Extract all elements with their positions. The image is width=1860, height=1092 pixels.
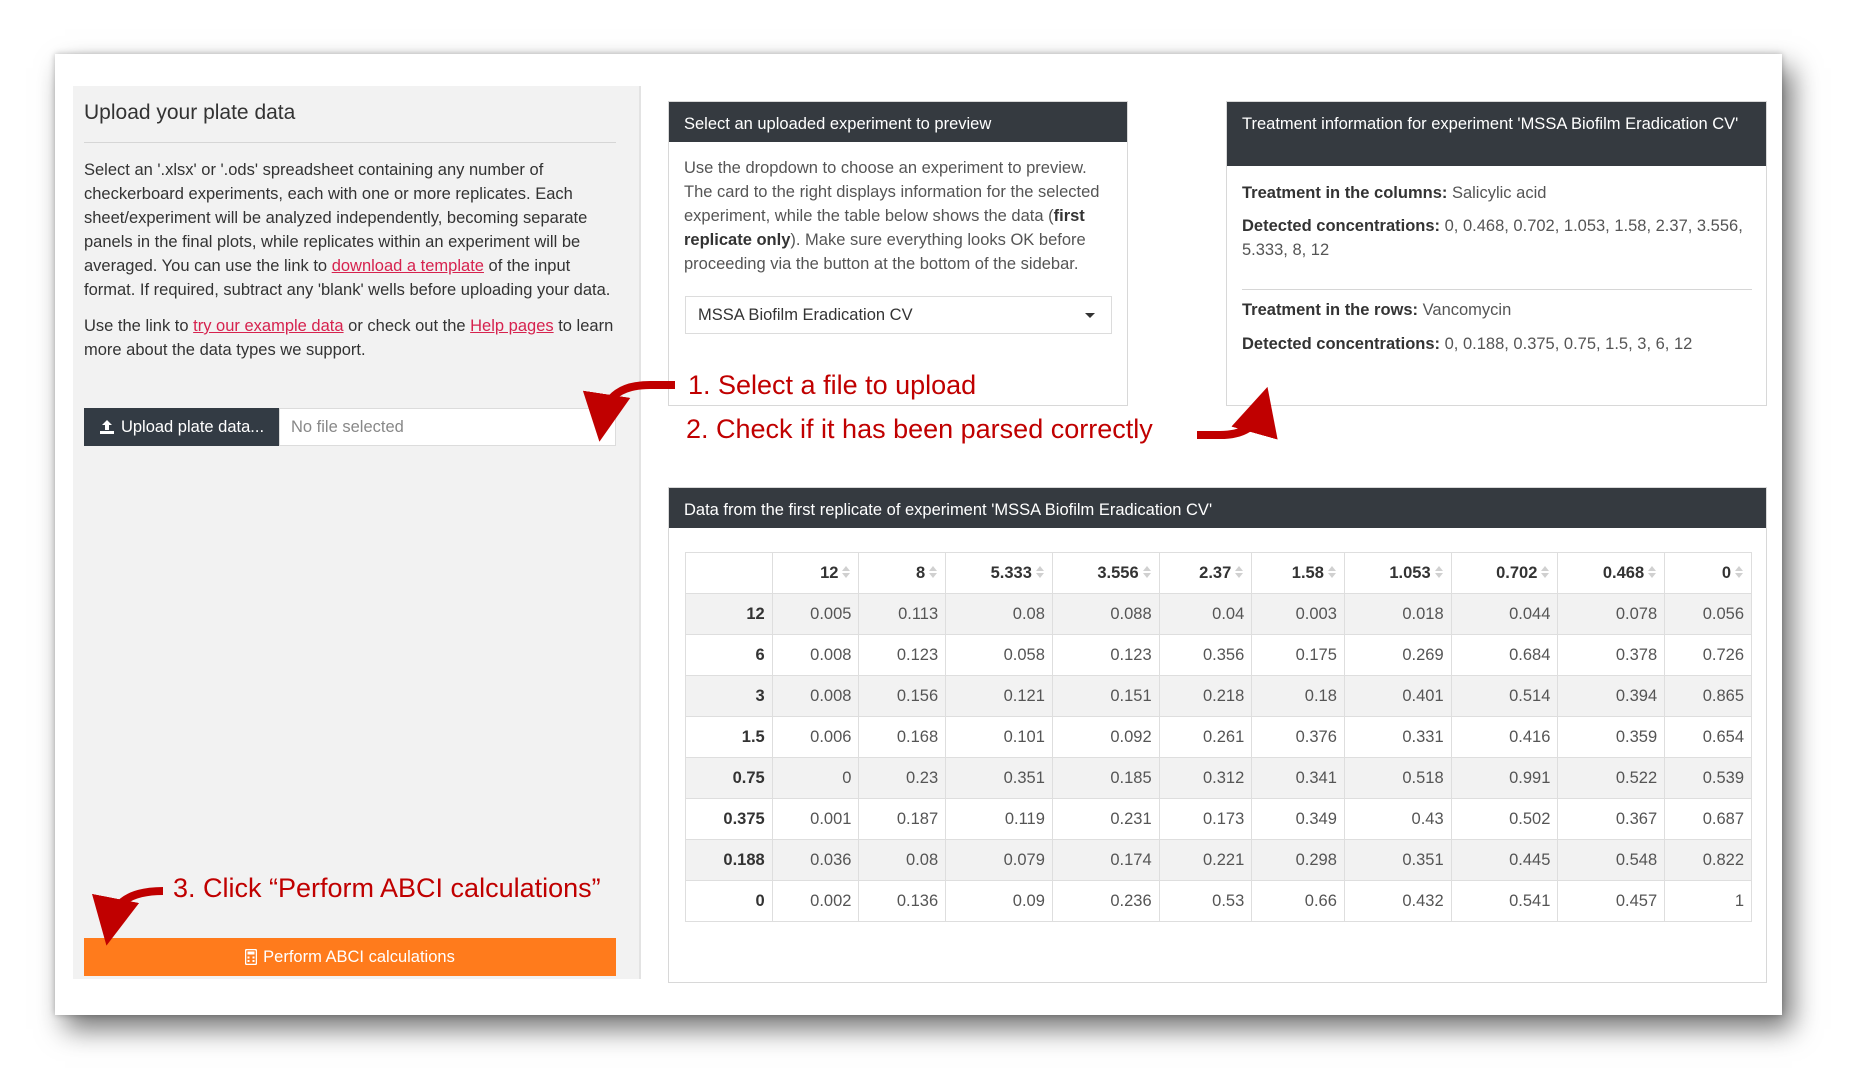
row-header: 3 [686,676,773,717]
table-cell: 0.008 [772,635,859,676]
table-cell: 0.359 [1558,717,1665,758]
table-cell: 0.018 [1344,594,1451,635]
help-text-1: Use the link to [84,317,194,335]
intro-text-2: of the input format. If required, subtract any 'blank' wells before uploading your data. [84,257,611,299]
table-cell: 0.006 [772,717,859,758]
table-cell: 0.003 [1252,594,1345,635]
column-header-label: 1.053 [1389,563,1431,582]
help-text-2: or check out the [343,317,471,335]
table-cell: 0.09 [946,881,1053,922]
table-cell: 0.654 [1665,717,1752,758]
column-header-label: 5.333 [990,563,1032,582]
table-cell: 0.401 [1344,676,1451,717]
table-cell: 0.356 [1159,635,1252,676]
column-treatment-value: Salicylic acid [1447,184,1547,202]
arrow-to-upload [603,385,675,418]
table-cell: 0.514 [1451,676,1558,717]
experiment-dropdown-value: MSSA Biofilm Eradication CV [698,305,913,324]
row-treatment-value: Vancomycin [1418,301,1512,319]
download-template-link[interactable]: download a template [331,257,484,275]
row-treatment-label: Treatment in the rows: [1242,301,1419,319]
help-text-3: to learn more about the data types we support. [84,317,614,359]
preview-text-2: ). Make sure everything looks OK before proceeding via the button at the bottom of the sidebar. [684,231,1086,273]
table-cell: 0.121 [946,676,1053,717]
table-cell: 0.684 [1451,635,1558,676]
table-cell: 0.175 [1252,635,1345,676]
table-cell: 0.236 [1052,881,1159,922]
table-cell: 0.174 [1052,840,1159,881]
table-cell: 0.005 [772,594,859,635]
table-cell: 0.298 [1252,840,1345,881]
table-cell: 0.539 [1665,758,1752,799]
column-conc-value: 0, 0.468, 0.702, 1.053, 1.58, 2.37, 3.556, 5.333, 8, 12 [1242,217,1743,259]
row-header: 0 [686,881,773,922]
table-cell: 0.123 [1052,635,1159,676]
table-cell: 0.08 [946,594,1053,635]
table-cell: 0.53 [1159,881,1252,922]
column-header-label: 0.702 [1496,563,1538,582]
table-cell: 0.036 [772,840,859,881]
step2-annotation: 2. Check if it has been parsed correctly [686,414,1153,444]
table-cell: 0.457 [1558,881,1665,922]
table-cell: 0.151 [1052,676,1159,717]
table-cell: 0.445 [1451,840,1558,881]
help-pages-link[interactable]: Help pages [470,317,554,335]
info-card-header: Treatment information for experiment 'MSSA Biofilm Eradication CV' [1227,102,1766,166]
table-cell: 0.218 [1159,676,1252,717]
table-cell: 0.18 [1252,676,1345,717]
table-cell: 0.522 [1558,758,1665,799]
preview-text-1: Use the dropdown to choose an experiment to preview. The card to the right displays information for the selected experiment, while the table below shows the data ( [684,159,1100,225]
table-cell: 0.312 [1159,758,1252,799]
column-header-label: 8 [915,563,926,582]
table-cell: 0.341 [1252,758,1345,799]
table-cell: 0.822 [1665,840,1752,881]
table-cell: 0.173 [1159,799,1252,840]
row-conc-value: 0, 0.188, 0.375, 0.75, 1.5, 3, 6, 12 [1440,335,1693,353]
table-cell: 0.865 [1665,676,1752,717]
table-cell: 0.502 [1451,799,1558,840]
table-cell: 0.331 [1344,717,1451,758]
arrow-to-info [1197,410,1261,435]
table-cell: 0 [772,758,859,799]
table-cell: 0.187 [859,799,946,840]
table-cell: 0.185 [1052,758,1159,799]
table-cell: 0.092 [1052,717,1159,758]
table-cell: 0.044 [1451,594,1558,635]
table-cell: 0.056 [1665,594,1752,635]
table-cell: 0.231 [1052,799,1159,840]
table-cell: 0.088 [1052,594,1159,635]
table-cell: 0.08 [859,840,946,881]
table-cell: 0.367 [1558,799,1665,840]
table-cell: 0.001 [772,799,859,840]
table-cell: 0.351 [946,758,1053,799]
example-data-link[interactable]: try our example data [193,317,344,335]
table-cell: 0.416 [1451,717,1558,758]
row-header: 6 [686,635,773,676]
table-cell: 0.058 [946,635,1053,676]
upload-button-label: Upload plate data... [120,417,265,436]
table-cell: 0.119 [946,799,1053,840]
column-header-label: 3.556 [1097,563,1139,582]
step3-annotation: 3. Click “Perform ABCI calculations” [173,873,601,903]
table-cell: 0.726 [1665,635,1752,676]
table-cell: 0.378 [1558,635,1665,676]
row-header: 1.5 [686,717,773,758]
table-card-header: Data from the first replicate of experiment 'MSSA Biofilm Eradication CV' [669,488,1766,528]
table-cell: 0.394 [1558,676,1665,717]
table-cell: 0.991 [1451,758,1558,799]
table-cell: 0.113 [859,594,946,635]
table-cell: 0.136 [859,881,946,922]
row-header: 0.188 [686,840,773,881]
annotation-arrows [55,54,1782,1015]
table-cell: 0.518 [1344,758,1451,799]
table-cell: 0.168 [859,717,946,758]
table-cell: 0.351 [1344,840,1451,881]
column-header-label: 12 [820,563,839,582]
table-cell: 0.23 [859,758,946,799]
preview-text-bold: first replicate only [684,207,1085,249]
sidebar-title: Upload your plate data [84,101,296,124]
row-conc-label: Detected concentrations: [1242,335,1441,353]
table-cell: 0.66 [1252,881,1345,922]
row-header: 12 [686,594,773,635]
column-header-label: 0 [1721,563,1731,582]
table-cell: 0.687 [1665,799,1752,840]
table-cell: 0.156 [859,676,946,717]
table-cell: 0.123 [859,635,946,676]
table-cell: 0.261 [1159,717,1252,758]
table-cell: 0.221 [1159,840,1252,881]
table-cell: 0.079 [946,840,1053,881]
step1-annotation: 1. Select a file to upload [688,370,977,400]
table-cell: 0.101 [946,717,1053,758]
column-header-label: 0.468 [1602,563,1645,582]
row-header: 0.75 [686,758,773,799]
file-name-field[interactable]: No file selected [279,408,616,446]
app-window [55,54,1782,1015]
table-cell: 0.04 [1159,594,1252,635]
arrow-to-run [111,891,163,922]
table-cell: 0.002 [772,881,859,922]
table-cell: 0.269 [1344,635,1451,676]
table-cell: 0.548 [1558,840,1665,881]
table-cell: 0.43 [1344,799,1451,840]
table-cell: 0.432 [1344,881,1451,922]
column-header-label: 2.37 [1199,563,1232,582]
column-conc-label: Detected concentrations: [1242,217,1441,235]
table-cell: 0.541 [1451,881,1558,922]
row-header: 0.375 [686,799,773,840]
table-cell: 1 [1665,881,1752,922]
intro-text-1: Select an '.xlsx' or '.ods' spreadsheet containing any number of checkerboard experiments, each with one or more replicates. Each sheet/experiment will be analyzed independently, becoming separate panels in the final plots, while replicates within an experiment will be averaged. You can use the link to [84,161,588,275]
table-cell: 0.349 [1252,799,1345,840]
table-cell: 0.078 [1558,594,1665,635]
table-cell: 0.376 [1252,717,1345,758]
column-treatment-label: Treatment in the columns: [1242,184,1448,202]
table-cell: 0.008 [772,676,859,717]
perform-abci-label: Perform ABCI calculations [263,947,455,966]
preview-card-header: Select an uploaded experiment to preview [669,102,1127,142]
column-header-label: 1.58 [1291,563,1324,582]
